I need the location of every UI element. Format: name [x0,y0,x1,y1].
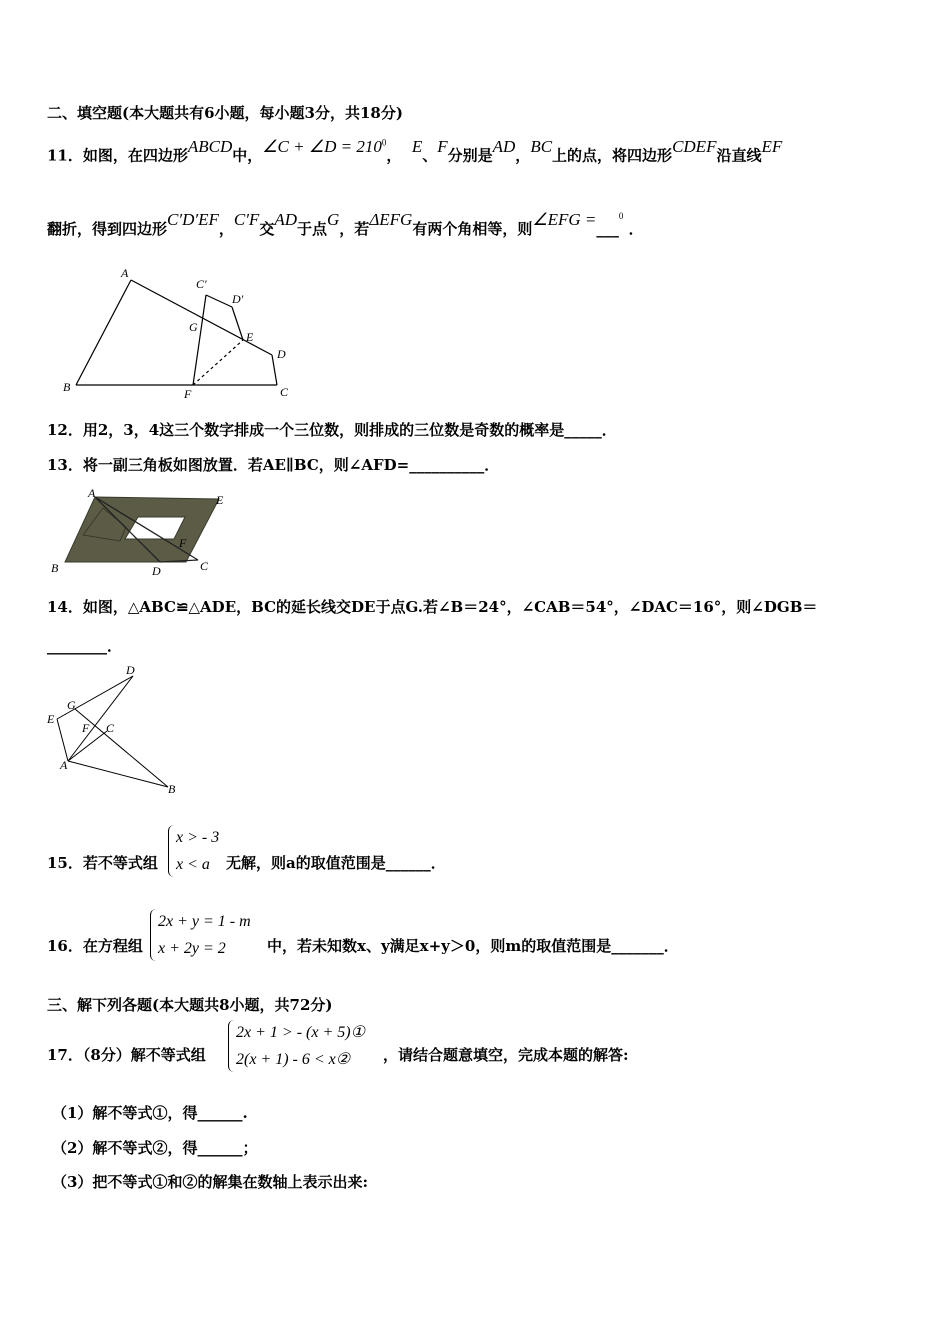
q11-math-cdef-prime: C′D′EF [167,210,219,229]
q11-line-ef-dashed [193,340,243,385]
q16-brace [150,909,157,961]
q14-label-a: A [60,758,68,772]
q14-label-c: C [106,721,115,735]
q16-prefix: 16．在方程组 [47,937,143,955]
q11-number: 11． [47,146,83,165]
q15-row1: x > - 3 [176,829,220,846]
q11-text-2: 中， [232,146,263,165]
q11-label-c-prime: C′ [196,277,207,291]
q11-line2-text-3: 交 [259,220,275,238]
q11-line2-text-1: 翻折，得到四边形 [47,220,168,238]
q15-prefix: 15．若不等式组 [47,854,158,872]
q17-part2: （2）解不等式②，得______； [52,1139,258,1157]
q11-label-a: A [121,266,129,280]
q11-math-efg: ∠EFG = [532,210,597,229]
q11-math-e: E [411,136,423,156]
q14-label-b: B [168,782,176,796]
q11-line-ab [76,280,131,385]
q11-line2-text-6: 有两个角相等，则 [412,220,533,238]
q12-text: 12．用2，3，4这三个数字排成一个三位数，则排成的三位数是奇数的概率是_____． [47,421,617,439]
q14-label-d: D [126,663,135,677]
q11-figure [55,265,315,405]
q16-suffix: 中，若未知数x、y满足x+y＞0，则m的取值范围是_______． [267,937,679,955]
q11-math-triangle: ΔEFG [369,210,413,229]
q14-blank: ________． [47,637,123,655]
q14-text: 14．如图，△ABC≌△ADE，BC的延长线交DE于点G.若∠B＝24°，∠CAB＝54°，∠DAC＝16°，则∠DGB＝ [47,598,818,616]
q13-label-c: C [200,559,209,573]
q11-line2 [47,210,644,239]
q11-math-angle-sum: ∠C + ∠D = $210^0$ [262,136,387,156]
q13-label-b: B [51,561,59,575]
q11-math-abcd: ABCD [187,136,233,156]
q14-figure [45,665,185,800]
section2-header: 二、填空题(本大题共有6小题，每小题3分，共18分) [47,104,403,122]
q17-part3: （3）把不等式①和②的解集在数轴上表示出来: [52,1173,368,1191]
q11-label-e: E [246,330,254,344]
q11-math-f: F [437,136,448,156]
q16-row2: x + 2y = 2 [158,940,226,957]
q15-row2: x < a [176,856,210,873]
q11-text-5: ， [515,146,531,165]
q17-brace [228,1020,235,1072]
q11-answer-blank: ___ [596,220,619,238]
q11-line1 [47,136,783,166]
q11-math-ad2: AD [274,210,297,229]
q17-part1: （1）解不等式①，得______. [52,1104,248,1122]
q11-text-3: ， [386,146,402,165]
q14-line-ea [57,719,68,761]
q11-text-4: 分别是 [447,146,493,165]
q17-row2: 2(x + 1) - 6 < x② [236,1051,351,1068]
q17-row1: 2x + 1 > - (x + 5)① [236,1024,365,1041]
q17-suffix: ，请结合题意填空，完成本题的解答: [383,1046,629,1064]
q11-math-ad: AD [492,136,516,156]
q13-label-d: D [152,564,161,578]
q16-equation-system [150,909,265,961]
q13-label-e: E [216,493,224,507]
q11-label-d: D [277,347,286,361]
q11-line-fc-prime [193,295,206,385]
q11-line-c-prime-d-prime [206,295,232,307]
q16-row1: 2x + y = 1 - m [158,913,251,930]
q11-label-b: B [63,380,71,394]
q17-inequality-system [228,1020,378,1072]
q11-math-cf-prime: C′F [233,210,260,229]
q11-line2-text-2: ， [218,220,234,238]
q11-line2-text-4: 于点 [297,220,328,238]
q13-label-f: F [179,536,187,550]
section3-header: 三、解下列各题(本大题共8小题，共72分) [47,996,333,1014]
q15-brace [168,825,175,877]
q15-inequality-system [168,825,228,877]
q11-math-g: G [327,210,340,229]
q14-label-e: E [47,712,55,726]
q14-line-ad [68,676,133,761]
q11-text-6: 上的点，将四边形 [552,146,673,165]
q13-label-a: A [88,486,96,500]
q11-label-c: C [280,385,289,399]
q11-text-1: 如图，在四边形 [82,146,188,165]
q11-math-ef: EF [761,136,783,156]
q11-math-cdef: CDEF [672,136,717,156]
q11-label-d-prime: D′ [232,292,244,306]
q17-prefix: 17．（8分）解不等式组 [47,1046,206,1064]
q13-text: 13．将一副三角板如图放置．若AE∥BC，则∠AFD=__________． [47,456,500,474]
q11-end: ． [628,220,644,238]
q15-suffix: 无解，则a的取值范围是______． [226,854,446,872]
q11-label-g: G [189,320,198,334]
q11-line2-text-5: ，若 [339,220,370,238]
q11-label-f: F [184,387,192,401]
q11-math-bc: BC [530,136,553,156]
q14-label-g: G [67,698,76,712]
q11-text-7: 沿直线 [716,146,762,165]
q11-sep: 、 [422,146,438,165]
q13-figure [48,487,238,577]
q11-degree-mark: 0 [618,211,624,221]
q14-label-f: F [82,721,90,735]
